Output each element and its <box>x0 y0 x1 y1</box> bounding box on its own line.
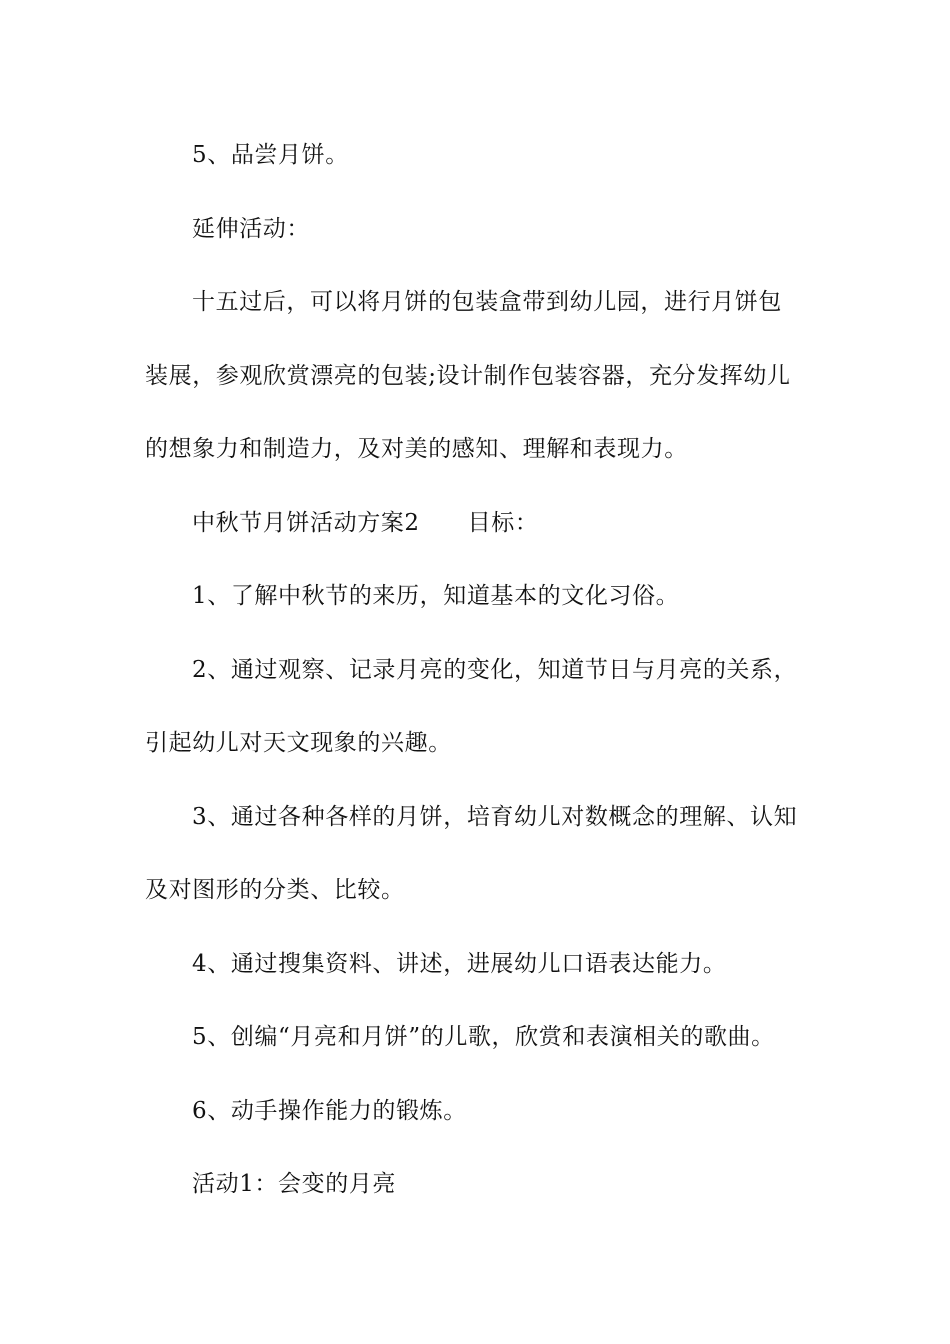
paragraph-line: 5、品尝月饼。 <box>192 142 349 168</box>
paragraph-line: 4、通过搜集资料、讲述，进展幼儿口语表达能力。 <box>192 951 727 977</box>
paragraph-line: 6、动手操作能力的锻炼。 <box>192 1098 467 1124</box>
paragraph-line: 3、通过各种各样的月饼，培育幼儿对数概念的理解、认知 <box>192 804 798 830</box>
paragraph-line: 1、了解中秋节的来历，知道基本的文化习俗。 <box>192 583 680 609</box>
paragraph-line: 装展，参观欣赏漂亮的包装;设计制作包装容器，充分发挥幼儿 <box>145 363 791 389</box>
section-heading-line <box>192 508 862 538</box>
paragraph-line: 2、通过观察、记录月亮的变化，知道节日与月亮的关系， <box>192 657 798 683</box>
paragraph-line: 引起幼儿对天文现象的兴趣。 <box>145 730 452 756</box>
goals-label: 目标： <box>467 510 539 536</box>
paragraph-line: 活动1：会变的月亮 <box>192 1171 397 1197</box>
paragraph-line: 延伸活动： <box>192 216 310 242</box>
paragraph-line: 十五过后，可以将月饼的包装盒带到幼儿园，进行月饼包 <box>192 289 782 315</box>
section-title: 中秋节月饼活动方案2 <box>192 510 420 536</box>
paragraph-line: 及对图形的分类、比较。 <box>145 877 405 903</box>
paragraph-line: 的想象力和制造力，及对美的感知、理解和表现力。 <box>145 436 688 462</box>
paragraph-line: 5、创编“月亮和月饼”的儿歌，欣赏和表演相关的歌曲。 <box>192 1024 775 1050</box>
